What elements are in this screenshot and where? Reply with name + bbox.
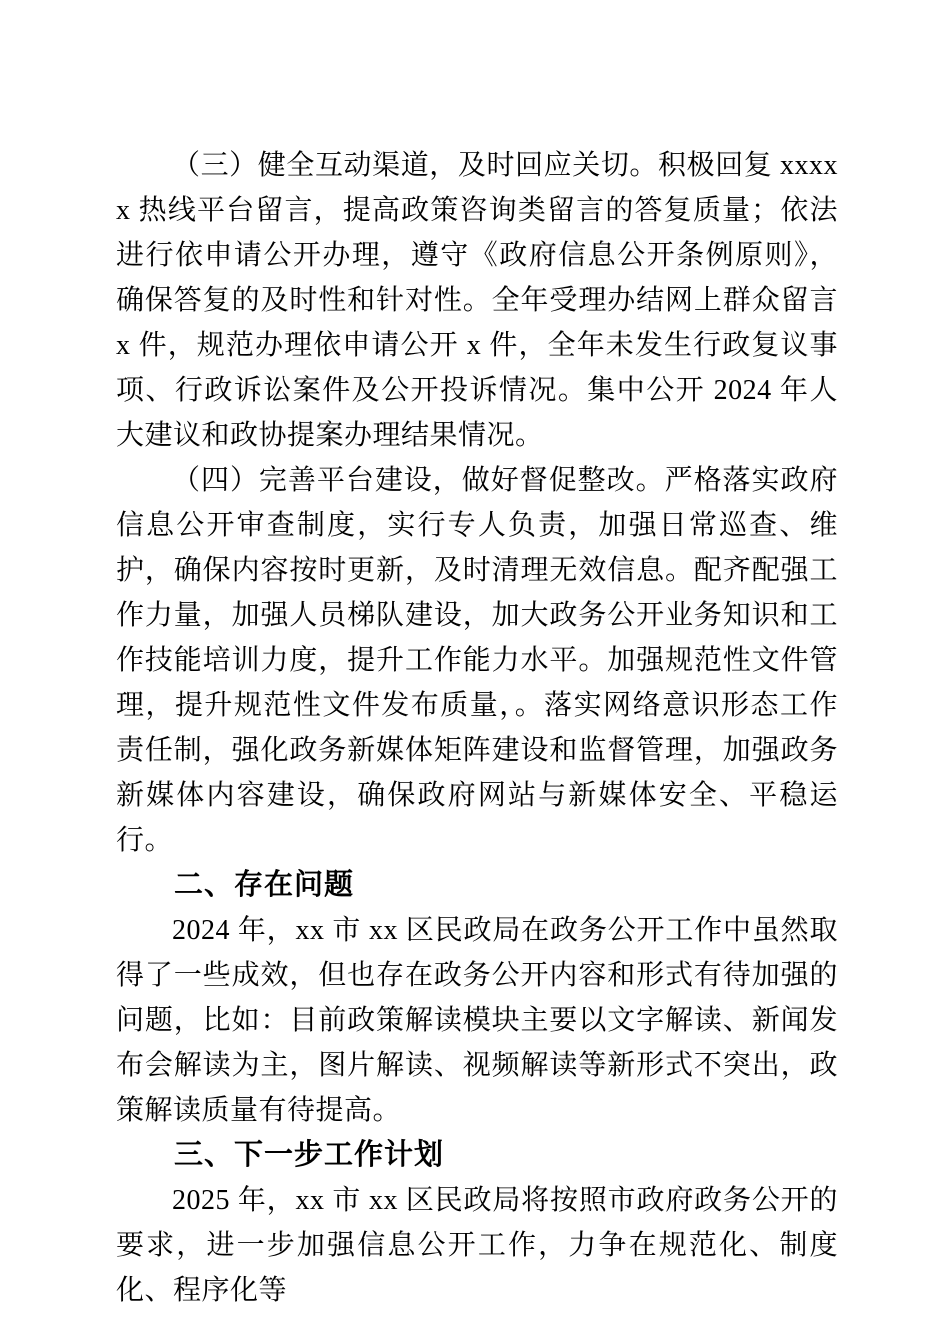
document-body xyxy=(116,143,838,1313)
paragraph-section-3 xyxy=(116,143,838,458)
paragraph-problems xyxy=(116,908,838,1133)
paragraph-text: 积极回复 xxxxx 热线平台留言，提高政策咨询类留言的答复质量；依法进行依申请公开办理，遵守《政府信息公开条例原则》，确保答复的及时性和针对性。全年受理办结网上群众留言 x 件，规范办理依申请公开 x 件，全年未发生行政复议事项、行政诉讼案件及公开投诉情况。集中公开 2024 年人大建议和政协提案办理结果情况。 xyxy=(116,150,838,451)
paragraph-section-4 xyxy=(116,458,838,863)
paragraph-lead: （三）健全互动渠道，及时回应关切。 xyxy=(172,150,659,181)
paragraph-text: 2024 年，xx 市 xx 区民政局在政务公开工作中虽然取得了一些成效，但也存在政务公开内容和形式有待加强的问题，比如：目前政策解读模块主要以文字解读、新闻发布会解读为主，图片解读、视频解读等新形式不突出，政策解读质量有待提高。 xyxy=(116,915,838,1126)
paragraph-text: 2025 年，xx 市 xx 区民政局将按照市政府政务公开的要求，进一步加强信息公开工作，力争在规范化、制度化、程序化等 xyxy=(116,1185,838,1306)
paragraph-lead: （四）完善平台建设，做好督促整改。 xyxy=(172,465,665,496)
paragraph-next-steps xyxy=(116,1178,838,1313)
section-heading-next-steps: 三、下一步工作计划 xyxy=(174,1139,445,1171)
section-heading-problems: 二、存在问题 xyxy=(174,869,355,901)
paragraph-text: 严格落实政府信息公开审查制度，实行专人负责，加强日常巡查、维护，确保内容按时更新，及时清理无效信息。配齐配强工作力量，加强人员梯队建设，加大政务公开业务知识和工作技能培训力度，提升工作能力水平。加强规范性文件管理，提升规范性文件发布质量，。落实网络意识形态工作责任制，强化政务新媒体矩阵建设和监督管理，加强政务新媒体内容建设，确保政府网站与新媒体安全、平稳运行。 xyxy=(116,465,838,856)
